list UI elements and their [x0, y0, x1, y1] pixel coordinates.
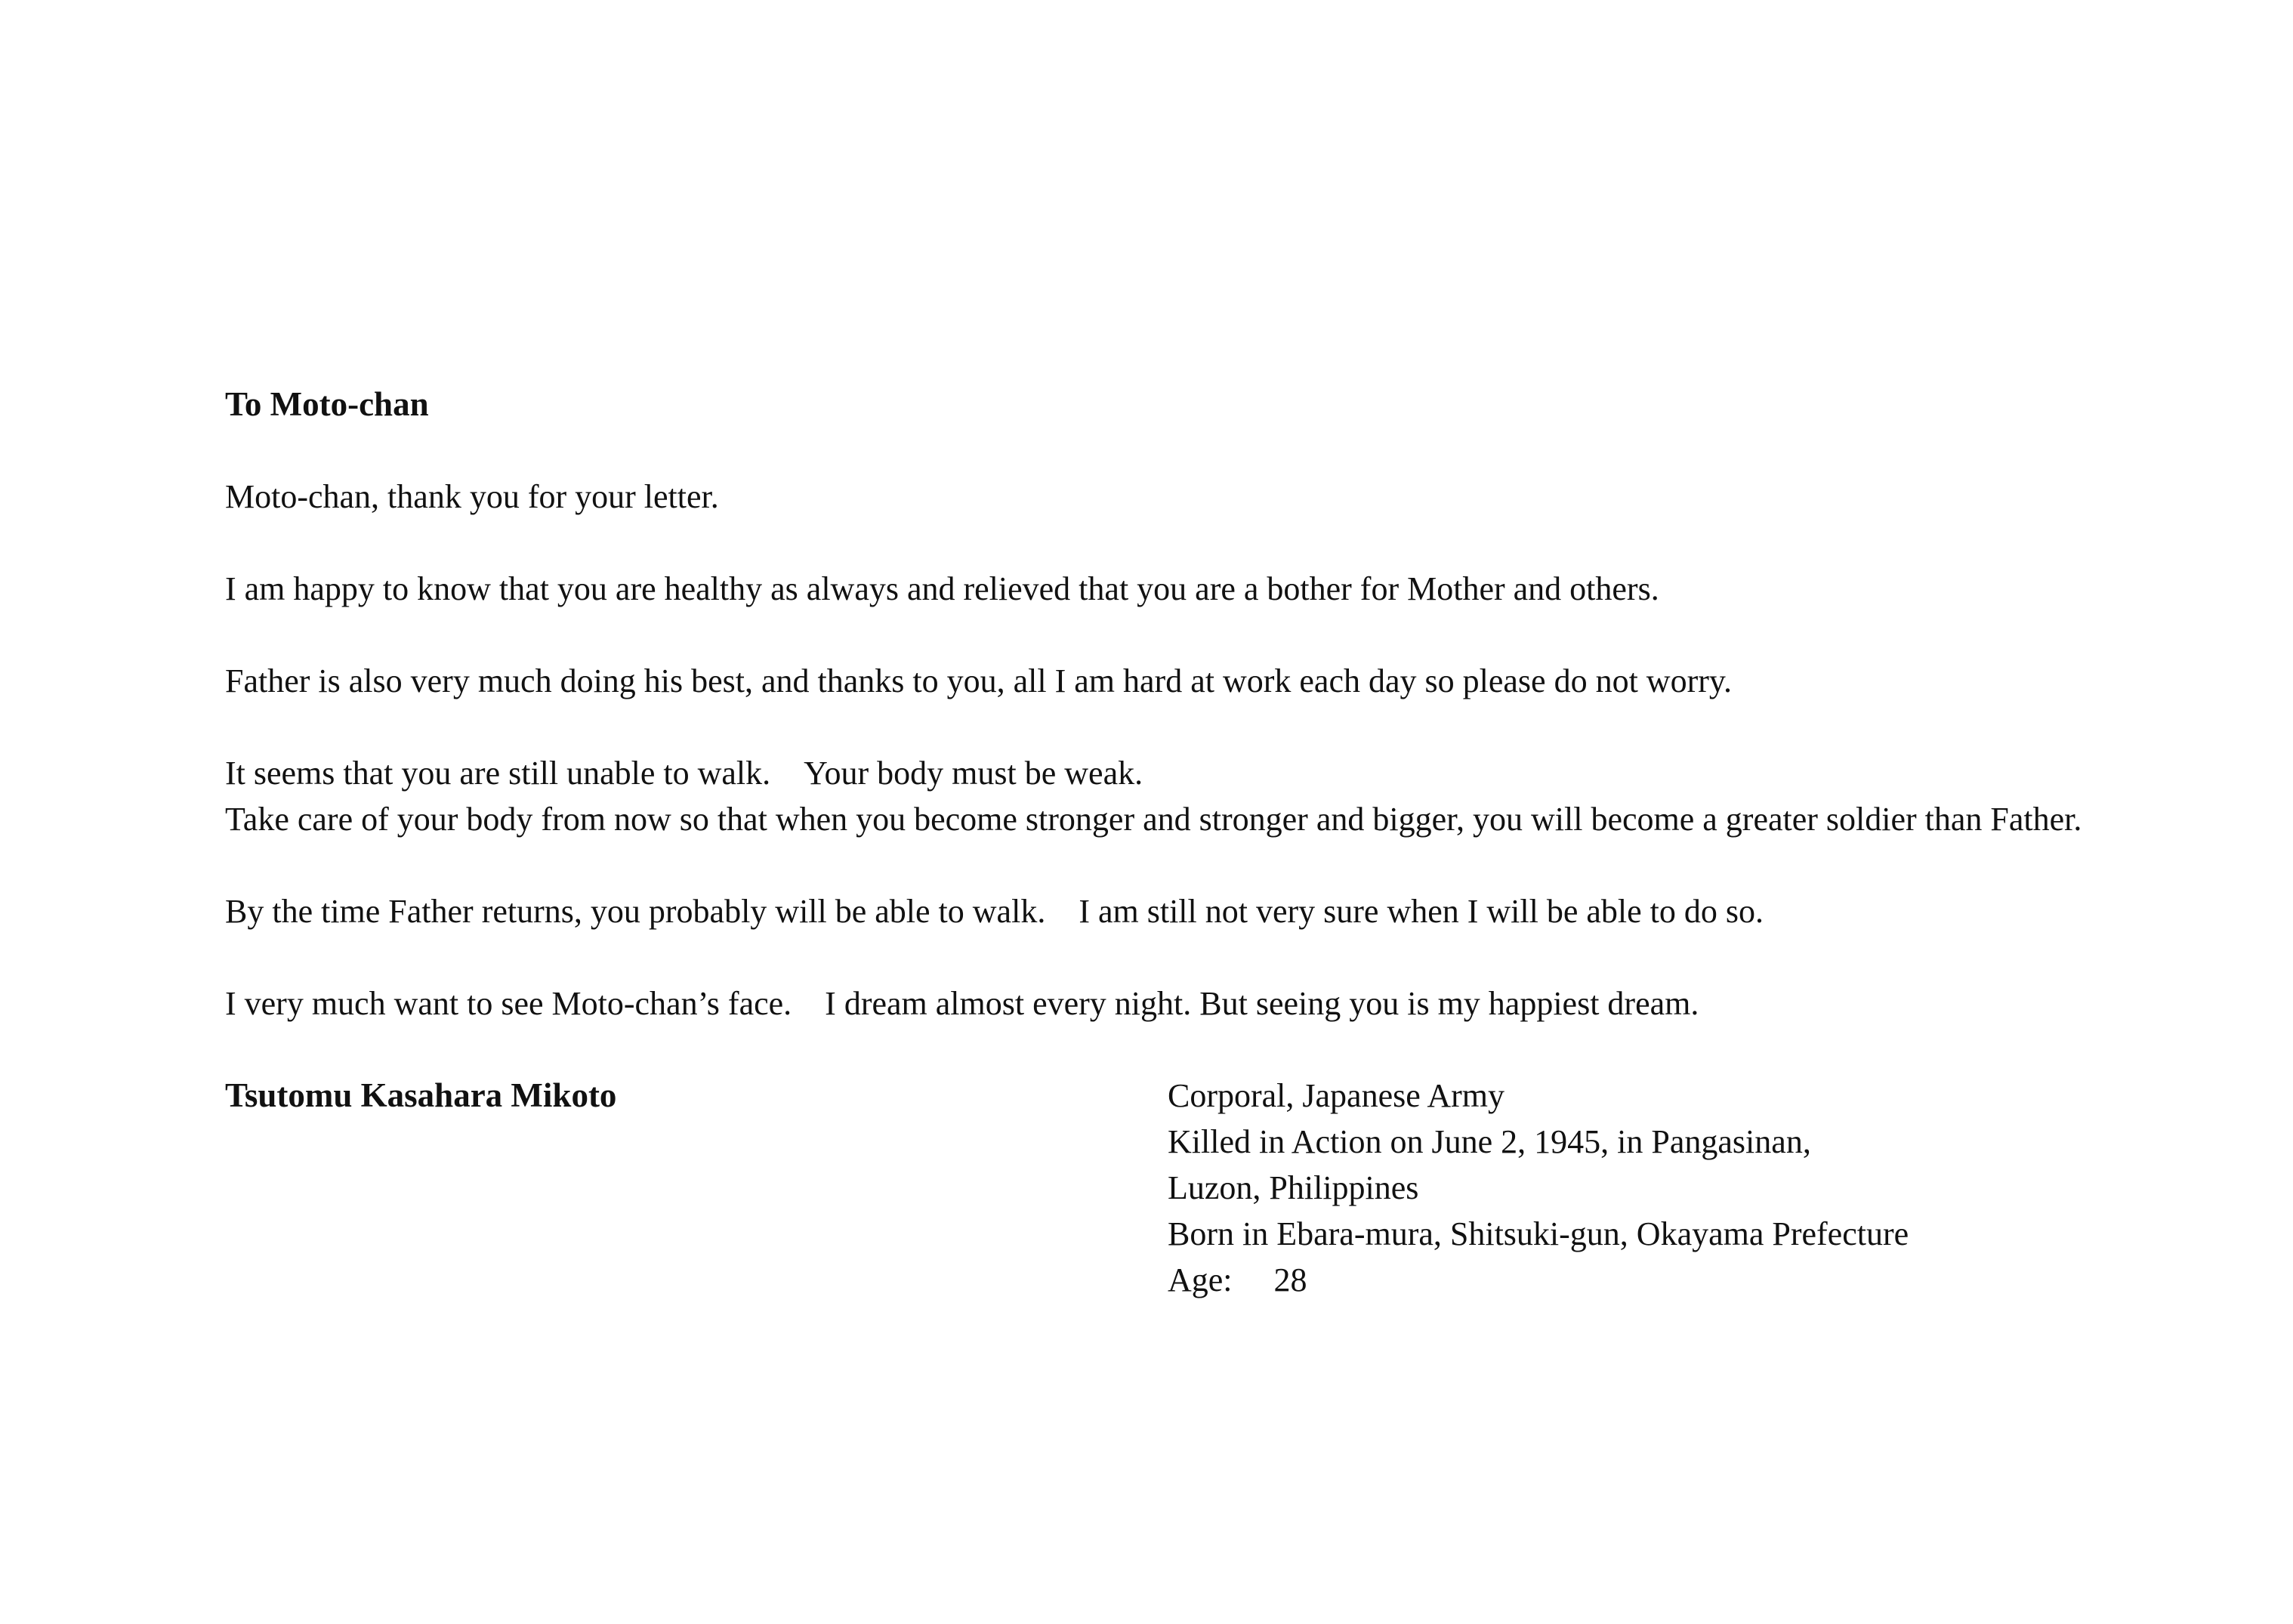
- spacer: [225, 612, 2091, 658]
- letter-body: [225, 381, 2091, 1314]
- spacer: [225, 428, 2091, 474]
- bio-birthplace: Born in Ebara-mura, Shitsuki-gun, Okayama Prefecture: [1168, 1215, 1909, 1252]
- spacer: [225, 1027, 2091, 1073]
- letter-title: To Moto-chan: [225, 385, 429, 423]
- paragraph-health: I am happy to know that you are healthy as always and relieved that you are a bother for Mother and others.: [225, 570, 1659, 607]
- paragraph-thanks: Moto-chan, thank you for your letter.: [225, 478, 719, 515]
- signature-name: Tsutomu Kasahara Mikoto: [225, 1076, 617, 1114]
- spacer: [225, 842, 2091, 888]
- bio-age: Age: 28: [1168, 1261, 1307, 1298]
- signature-block: [225, 1073, 2091, 1314]
- bio-location: Luzon, Philippines: [1168, 1169, 1419, 1206]
- paragraph-walk: It seems that you are still unable to walk. Your body must be weak.: [225, 755, 1143, 792]
- spacer: [225, 520, 2091, 566]
- bio-death: Killed in Action on June 2, 1945, in Pangasinan,: [1168, 1123, 1811, 1160]
- bio-block: [1168, 1073, 1909, 1303]
- spacer: [225, 934, 2091, 980]
- paragraph-soldier: Take care of your body from now so that when you become stronger and stronger and bigger, you will become a greater soldier than Father.: [225, 801, 2082, 838]
- bio-rank: Corporal, Japanese Army: [1168, 1077, 1504, 1114]
- paragraph-father-work: Father is also very much doing his best, and thanks to you, all I am hard at work each day so please do not worry.: [225, 662, 1733, 699]
- spacer: [225, 704, 2091, 750]
- paragraph-dream: I very much want to see Moto-chan’s face. I dream almost every night. But seeing you is my happiest dream.: [225, 985, 1699, 1022]
- paragraph-return: By the time Father returns, you probably will be able to walk. I am still not very sure when I will be able to do so.: [225, 893, 1764, 930]
